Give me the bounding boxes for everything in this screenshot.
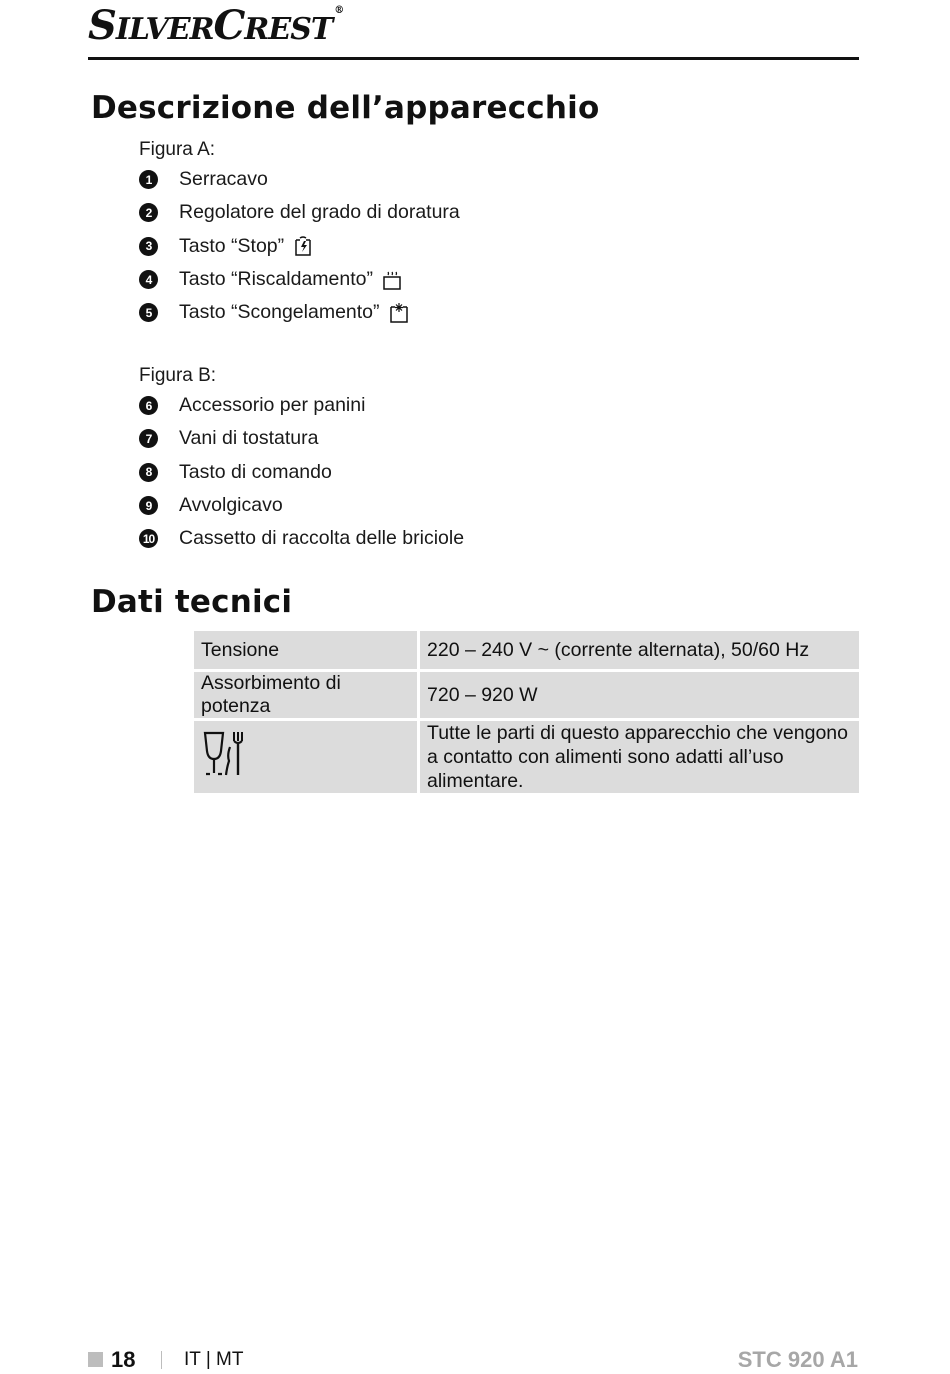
item-number: 6: [139, 396, 158, 415]
item-text: Tasto “Stop”: [179, 234, 285, 257]
item-text: Cassetto di raccolta delle briciole: [179, 527, 465, 550]
item-number: 4: [139, 270, 158, 289]
reheat-button-icon: [381, 269, 403, 291]
brand-part-rest: REST: [244, 12, 333, 47]
table-row: [194, 631, 859, 669]
brand-part-ilver: ILVER: [115, 12, 214, 47]
section-title-technical: Dati tecnici: [91, 584, 293, 620]
item-number: 7: [139, 429, 158, 448]
footer-divider: [161, 1351, 162, 1369]
figure-a-list: [139, 163, 460, 329]
page-number: 18: [111, 1347, 136, 1372]
item-number: 8: [139, 463, 158, 482]
item-number: 9: [139, 496, 158, 515]
list-item: [139, 230, 460, 263]
list-item: [139, 489, 464, 522]
item-number: 1: [139, 170, 158, 189]
stop-button-icon: [292, 235, 314, 257]
table-label-cell: Tensione: [194, 631, 417, 669]
list-item: [139, 196, 460, 229]
list-item: [139, 422, 464, 455]
technical-data-table: [191, 628, 862, 796]
item-text: Tasto di comando: [179, 460, 332, 483]
list-item: [139, 522, 464, 555]
figure-b-list: [139, 389, 464, 555]
brand-letter-s: S: [88, 2, 116, 49]
list-item: [139, 263, 460, 296]
item-text: Regolatore del grado di doratura: [179, 201, 460, 224]
brand-logo: [88, 2, 344, 49]
list-item: [139, 389, 464, 422]
list-item: [139, 163, 460, 196]
table-row: [194, 672, 859, 718]
header-rule: [88, 57, 859, 60]
table-label-cell: Assorbimento di potenza: [194, 672, 417, 718]
item-text: Tasto “Scongelamento”: [179, 301, 380, 324]
defrost-button-icon: [388, 302, 410, 324]
table-value-cell: 220 – 240 V ~ (corrente alternata), 50/60 Hz: [420, 631, 859, 669]
table-value-cell: 720 – 920 W: [420, 672, 859, 718]
item-number: 2: [139, 203, 158, 222]
list-item: [139, 296, 460, 329]
section-title-description: Descrizione dell’apparecchio: [91, 90, 600, 126]
table-value-cell: Tutte le parti di questo apparecchio che vengono a contatto con alimenti sono adatti all’uso alimentare.: [420, 721, 859, 793]
item-number: 10: [139, 529, 158, 548]
language-codes: IT | MT: [184, 1349, 244, 1370]
list-item: [139, 456, 464, 489]
item-text: Serracavo: [179, 168, 268, 191]
item-text: Vani di tostatura: [179, 427, 319, 450]
brand-letter-c: C: [213, 2, 245, 49]
item-number: 5: [139, 303, 158, 322]
figure-b-label: Figura B:: [139, 365, 217, 386]
model-number: STC 920 A1: [737, 1347, 858, 1372]
item-text: Tasto “Riscaldamento”: [179, 268, 373, 291]
item-text: Accessorio per panini: [179, 394, 366, 417]
item-number: 3: [139, 237, 158, 256]
item-text: Avvolgicavo: [179, 494, 283, 517]
footer-marker: [88, 1352, 103, 1367]
table-row: [194, 721, 859, 793]
food-safe-glass-fork-icon: [201, 729, 247, 779]
table-icon-cell: [194, 721, 417, 793]
brand-registered-mark: ®: [334, 5, 344, 16]
figure-a-label: Figura A:: [139, 139, 216, 160]
